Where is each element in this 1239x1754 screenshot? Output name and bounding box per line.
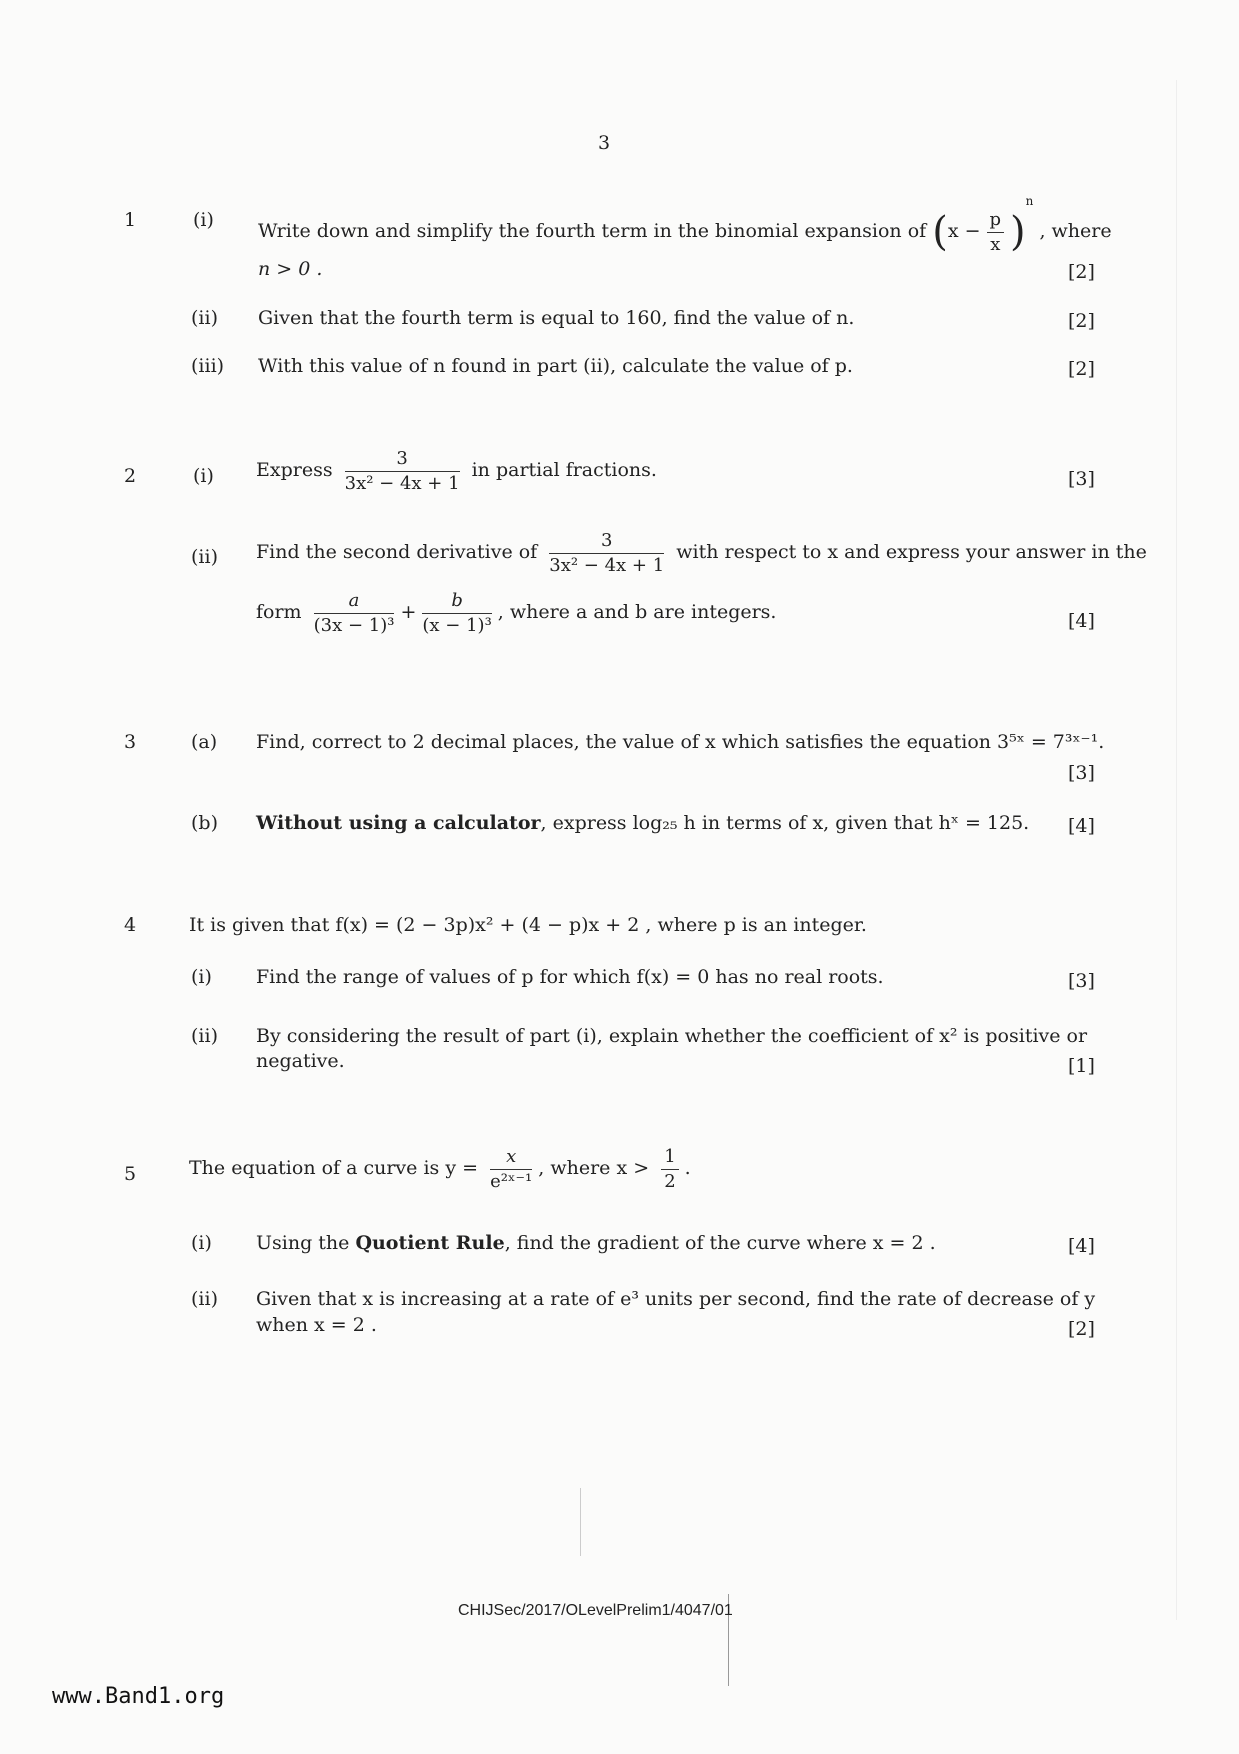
part-label: (a) — [191, 731, 218, 753]
question-text: The equation of a curve is y = $\frac{x}{\text{e²ˣ⁻¹}}$ , where x > $\frac{1}{2}$ . — [189, 1146, 691, 1192]
part-label: (i) — [191, 1232, 212, 1254]
website-watermark: www.Band1.org — [52, 1684, 225, 1709]
question-text: negative. — [256, 1050, 345, 1072]
question-text: Write down and simplify the fourth term in the binomial expansion of (x − $\frac{p}{x}$ )$^n$ , where — [258, 194, 1112, 255]
question-text: when x = 2 . — [256, 1314, 377, 1336]
question-text: Using the Quotient Rule, find the gradient of the curve where x = 2 . — [256, 1232, 936, 1254]
part-label: (ii) — [191, 307, 218, 329]
scan-line — [1176, 80, 1177, 1620]
question-number: 4 — [124, 914, 137, 936]
question-text: Find the second derivative of $\frac{3}{\text{3x² − 4x + 1}}$ with respect to x and express your answer in the — [256, 530, 1147, 576]
question-text: Given that the fourth term is equal to 160, find the value of n. — [258, 307, 855, 329]
marks: [2] — [1068, 358, 1095, 380]
question-number: 2 — [124, 465, 137, 487]
marks: [3] — [1068, 762, 1095, 784]
marks: [3] — [1068, 970, 1095, 992]
question-text: Given that x is increasing at a rate of e³ units per second, find the rate of decrease of y — [256, 1288, 1096, 1310]
marks: [2] — [1068, 261, 1095, 283]
part-label: (ii) — [191, 1288, 218, 1310]
question-text: It is given that f(x) = (2 − 3p)x² + (4 − p)x + 2 , where p is an integer. — [189, 914, 867, 936]
question-number: 1 — [124, 209, 137, 231]
page-number: 3 — [598, 132, 611, 154]
marks: [1] — [1068, 1055, 1095, 1077]
question-text: Express $\frac{3}{\text{3x² − 4x + 1}}$ in partial fractions. — [256, 448, 657, 494]
question-text: By considering the result of part (i), explain whether the coefficient of x² is positive or — [256, 1025, 1088, 1047]
binomial-expression: (x − $\frac{p}{x}$ )$^n$ — [932, 194, 1034, 255]
marks: [4] — [1068, 815, 1095, 837]
marks: [2] — [1068, 310, 1095, 332]
question-text: Find, correct to 2 decimal places, the value of x which satisfies the equation 3⁵ˣ = 7³ˣ⁻¹. — [256, 731, 1105, 753]
part-label: (ii) — [191, 1025, 218, 1047]
question-text: n > 0 . — [258, 258, 323, 280]
part-label: (b) — [191, 812, 218, 834]
question-text: With this value of n found in part (ii), calculate the value of p. — [258, 355, 853, 377]
part-label: (ii) — [191, 546, 218, 568]
question-text: Without using a calculator, express log₂₅ h in terms of x, given that hˣ = 125. — [256, 812, 1030, 834]
question-text: form $\frac{a}{\text{(3x − 1)³}}$ + $\frac{b}{\text{(x − 1)³}}$ , where a and b are integers. — [256, 590, 777, 636]
marks: [2] — [1068, 1318, 1095, 1340]
question-text: Find the range of values of p for which f(x) = 0 has no real roots. — [256, 966, 884, 988]
question-number: 3 — [124, 731, 137, 753]
marks: [3] — [1068, 468, 1095, 490]
part-label: (i) — [193, 465, 214, 487]
marks: [4] — [1068, 1235, 1095, 1257]
part-label: (i) — [193, 209, 214, 231]
marks: [4] — [1068, 610, 1095, 632]
question-number: 5 — [124, 1163, 137, 1185]
scan-line — [580, 1488, 581, 1556]
part-label: (i) — [191, 966, 212, 988]
footer-code: CHIJSec/2017/OLevelPrelim1/4047/01 — [458, 1602, 733, 1619]
part-label: (iii) — [191, 355, 225, 377]
